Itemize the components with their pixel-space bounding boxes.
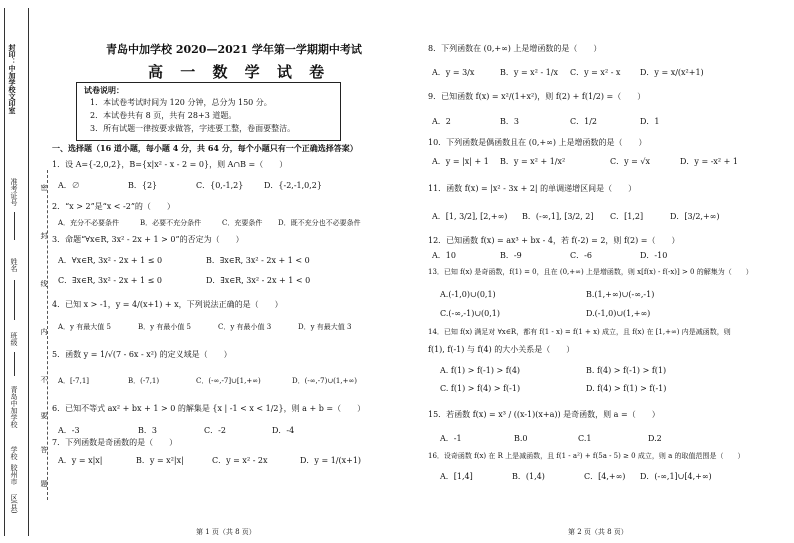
seal-text: 封印：中加学校文印室 bbox=[8, 44, 17, 114]
question-5: 5．函数 y = 1/√(7 - 6x - x²) 的定义域是（ ） bbox=[52, 350, 232, 359]
q4-option-c: C．y 有最小值 3 bbox=[218, 323, 272, 331]
q13-option-d: D.(-1,0)∪(1,+∞) bbox=[586, 309, 651, 318]
q7-option-b: B．y = x²|x| bbox=[136, 456, 184, 465]
question-1: 1．设 A={-2,0,2}，B={x|x² - x - 2 = 0}，则 A∩B =（ ） bbox=[52, 160, 288, 169]
q8-option-c: C．y = x² - x bbox=[570, 68, 621, 77]
q1-option-b: B．{2} bbox=[128, 181, 158, 190]
q9-option-d: D．1 bbox=[640, 117, 660, 126]
exam-no-underline bbox=[14, 212, 15, 240]
question-14-line-1: 14．已知 f(x) 满足对 ∀x∈R，都有 f(1 - x) = f(1 + x) 成立，且 f(x) 在 [1,+∞) 内是减函数，则 bbox=[428, 328, 731, 336]
q12-option-c: C．-6 bbox=[570, 251, 592, 260]
q15-option-d: D.2 bbox=[648, 434, 662, 443]
q10-option-d: D．y = -x² + 1 bbox=[680, 157, 739, 166]
q3-option-a: A．∀x∈R, 3x² - 2x + 1 ≤ 0 bbox=[58, 256, 163, 265]
q8-option-b: B．y = x² - 1/x bbox=[500, 68, 558, 77]
q14-option-b: B. f(4) > f(-1) > f(1) bbox=[586, 366, 667, 375]
q13-option-a: A.(-1,0)∪(0,1) bbox=[440, 290, 496, 299]
seal-line-label-3: 线 bbox=[40, 280, 48, 287]
q10-option-c: C．y = √x bbox=[610, 157, 651, 166]
name-underline bbox=[14, 280, 15, 320]
question-3: 3．命题“∀x∈R, 3x² - 2x + 1 > 0”的否定为（ ） bbox=[52, 235, 244, 244]
binding-border-right bbox=[28, 8, 29, 536]
school-label: 学校 bbox=[10, 446, 18, 460]
q16-option-a: A．[1,4] bbox=[440, 472, 473, 481]
question-14-line-2: f(1), f(-1) 与 f(4) 的大小关系是（ ） bbox=[428, 345, 575, 354]
question-12: 12．已知函数 f(x) = ax³ + bx - 4，若 f(-2) = 2，则 f(2) =（ ） bbox=[428, 236, 680, 245]
q9-option-c: C．1/2 bbox=[570, 117, 597, 126]
q11-option-d: D．[3/2,+∞) bbox=[670, 212, 720, 221]
q2-option-a: A．充分不必要条件 bbox=[58, 219, 120, 227]
q12-option-b: B．-9 bbox=[500, 251, 522, 260]
q6-option-c: C．-2 bbox=[204, 426, 226, 435]
q8-option-a: A．y = 3/x bbox=[432, 68, 475, 77]
q6-option-b: B．3 bbox=[138, 426, 157, 435]
notice-title: 试卷说明： bbox=[84, 85, 124, 95]
district-label: 区(县) bbox=[10, 494, 18, 514]
question-8: 8．下列函数在 (0,+∞) 上是增函数的是（ ） bbox=[428, 44, 602, 53]
notice-line-1: 1．本试卷考试时间为 120 分钟，总分为 150 分。 bbox=[90, 98, 272, 107]
seal-line-label-4: 内 bbox=[40, 328, 48, 335]
q14-option-c: C. f(1) > f(4) > f(-1) bbox=[440, 384, 521, 393]
question-9: 9．已知函数 f(x) = x²/(1+x²)，则 f(2) + f(1/2) =（ ） bbox=[428, 92, 646, 101]
binding-border-left bbox=[4, 8, 5, 536]
q4-option-b: B．y 有最小值 5 bbox=[138, 323, 192, 331]
q4-option-a: A．y 有最大值 5 bbox=[58, 323, 111, 331]
q6-option-d: D．-4 bbox=[272, 426, 295, 435]
q4-option-d: D．y 有最大值 3 bbox=[298, 323, 352, 331]
name-label: 姓名 bbox=[10, 258, 18, 272]
question-13: 13．已知 f(x) 是奇函数，f(1) = 0，且在 (0,+∞) 上是增函数，则 x[f(x) - f(-x)] > 0 的解集为（ ） bbox=[428, 268, 753, 276]
q16-option-b: B．(1,4) bbox=[512, 472, 545, 481]
exam-title: 青岛中加学校 2020—2021 学年第一学期期中考试 bbox=[106, 43, 362, 56]
q16-option-c: C．[4,+∞) bbox=[584, 472, 626, 481]
question-16: 16．设奇函数 f(x) 在 R 上是减函数，且 f(1 - a²) + f(5a - 5) ≥ 0 成立，则 a 的取值范围是（ ） bbox=[428, 452, 745, 460]
q5-option-a: A．[-7,1] bbox=[58, 377, 90, 385]
q16-option-d: D．(-∞,1]∪[4,+∞) bbox=[640, 472, 712, 481]
seal-line-label-7: 答 bbox=[40, 446, 48, 453]
q1-option-d: D．{-2,-1,0,2} bbox=[264, 181, 322, 190]
q12-option-d: D．-10 bbox=[640, 251, 668, 260]
q2-option-b: B．必要不充分条件 bbox=[140, 219, 202, 227]
question-4: 4．已知 x > -1，y = 4/(x+1) + x，下列说法正确的是（ ） bbox=[52, 300, 283, 309]
q9-option-b: B．3 bbox=[500, 117, 519, 126]
q13-option-b: B.(1,+∞)∪(-∞,-1) bbox=[586, 290, 655, 299]
class-underline bbox=[14, 352, 15, 376]
q15-option-b: B.0 bbox=[514, 434, 528, 443]
question-11: 11．函数 f(x) = |x² - 3x + 2| 的单调递增区间是（ ） bbox=[428, 184, 637, 193]
q3-option-b: B．∃x∈R, 3x² - 2x + 1 < 0 bbox=[206, 256, 310, 265]
q2-option-d: D．既不充分也不必要条件 bbox=[278, 219, 361, 227]
q5-option-d: D．(-∞,-7)∪(1,+∞) bbox=[292, 377, 358, 385]
page-2-footer: 第 2 页（共 8 页） bbox=[568, 528, 628, 536]
q8-option-d: D．y = x/(x²+1) bbox=[640, 68, 704, 77]
question-7: 7．下列函数是奇函数的是（ ） bbox=[52, 438, 178, 447]
q1-option-a: A．∅ bbox=[58, 181, 80, 190]
q7-option-a: A．y = x|x| bbox=[58, 456, 103, 465]
q11-option-b: B．(-∞,1], [3/2, 2] bbox=[522, 212, 594, 221]
q13-option-c: C.(-∞,-1)∪(0,1) bbox=[440, 309, 500, 318]
q14-option-a: A. f(1) > f(-1) > f(4) bbox=[440, 366, 521, 375]
q2-option-c: C．充要条件 bbox=[222, 219, 263, 227]
q11-option-a: A．[1, 3/2], [2,+∞) bbox=[432, 212, 508, 221]
exam-no-label: 准考证号 bbox=[10, 178, 18, 206]
class-label: 班级 bbox=[10, 332, 18, 346]
school-name: 青岛中加学校 bbox=[10, 386, 18, 428]
q15-option-c: C.1 bbox=[578, 434, 592, 443]
q12-option-a: A．10 bbox=[432, 251, 456, 260]
question-2: 2．“x > 2”是“x < -2”的（ ） bbox=[52, 202, 175, 211]
q9-option-a: A．2 bbox=[432, 117, 451, 126]
section-1-heading: 一、选择题（16 道小题，每小题 4 分，共 64 分，每个小题只有一个正确选择答案） bbox=[52, 143, 358, 153]
q1-option-c: C．{0,-1,2} bbox=[196, 181, 244, 190]
seal-line-label-8: 题 bbox=[40, 480, 48, 487]
question-6: 6．已知不等式 ax² + bx + 1 > 0 的解集是 {x | -1 < x < 1/2}，则 a + b =（ ） bbox=[52, 404, 366, 413]
q7-option-d: D．y = 1/(x+1) bbox=[300, 456, 362, 465]
q10-option-b: B．y = x² + 1/x² bbox=[500, 157, 566, 166]
q15-option-a: A．-1 bbox=[440, 434, 462, 443]
q6-option-a: A．-3 bbox=[58, 426, 80, 435]
q3-option-d: D．∃x∈R, 3x² - 2x + 1 < 0 bbox=[206, 276, 311, 285]
q5-option-c: C．(-∞,-7]∪[1,+∞) bbox=[196, 377, 261, 385]
q7-option-c: C．y = x² - 2x bbox=[212, 456, 268, 465]
notice-line-3: 3．所有试题一律按要求做答，字迹要工整，卷面要整洁。 bbox=[90, 124, 296, 133]
seal-line-label-5: 不 bbox=[40, 376, 48, 383]
seal-line-label-6: 要 bbox=[40, 412, 48, 419]
city-name: 胶州市 bbox=[10, 464, 18, 485]
q3-option-c: C．∃x∈R, 3x² - 2x + 1 ≤ 0 bbox=[58, 276, 162, 285]
q14-option-d: D. f(4) > f(1) > f(-1) bbox=[586, 384, 667, 393]
page-1-footer: 第 1 页（共 8 页） bbox=[196, 528, 256, 536]
seal-line-label-2: 封 bbox=[40, 232, 48, 239]
q10-option-a: A．y = |x| + 1 bbox=[432, 157, 489, 166]
q11-option-c: C．[1,2] bbox=[610, 212, 644, 221]
exam-subject: 高 一 数 学 试 卷 bbox=[148, 63, 331, 81]
seal-line-label-1: 密 bbox=[40, 184, 48, 191]
question-10: 10．下列函数是偶函数且在 (0,+∞) 上是增函数的是（ ） bbox=[428, 138, 647, 147]
question-15: 15．若函数 f(x) = x³ / ((x-1)(x+a)) 是奇函数，则 a =（ ） bbox=[428, 410, 660, 419]
notice-line-2: 2．本试卷共有 8 页，共有 28+3 道题。 bbox=[90, 111, 237, 120]
q5-option-b: B．(-7,1) bbox=[128, 377, 160, 385]
